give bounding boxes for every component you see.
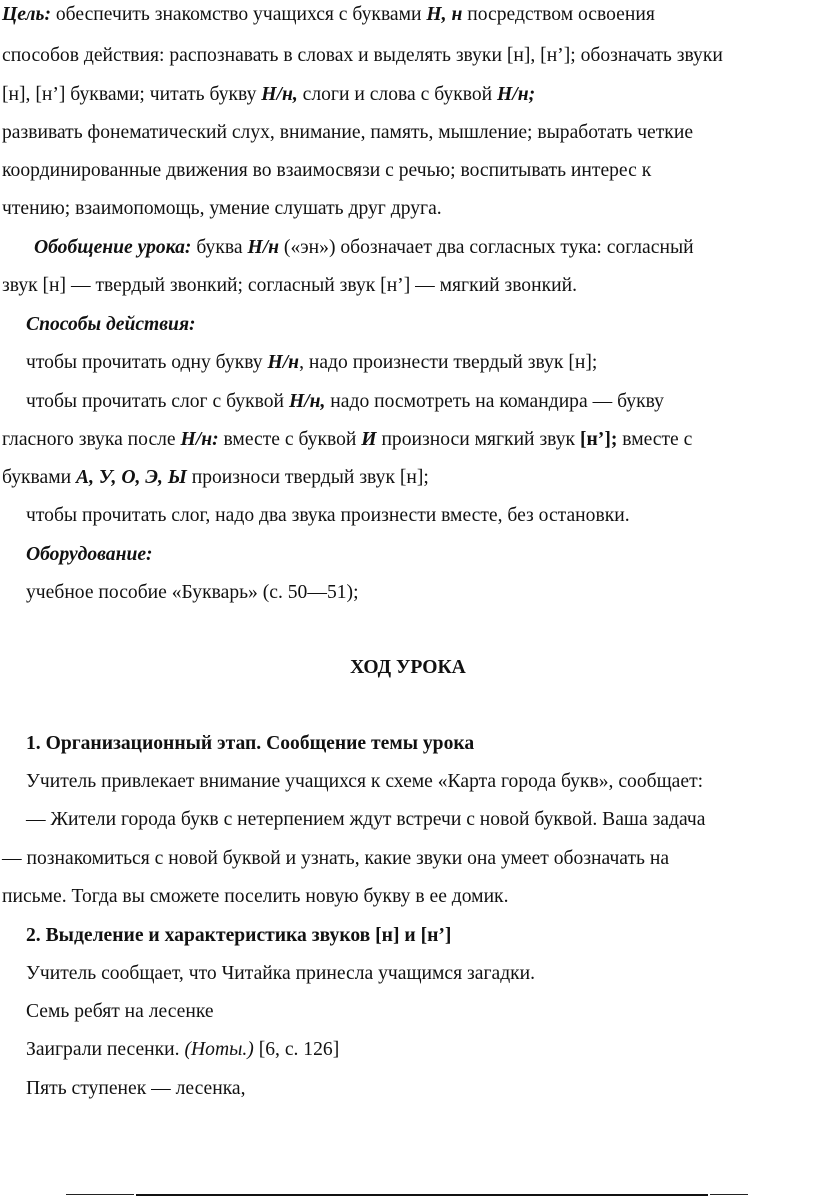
goal-text: [н], [н’] буквами; читать букву [2, 84, 262, 105]
method-5: чтобы прочитать слог, надо два звука произнести вместе, без остановки. [26, 505, 630, 526]
summary-text: буква [191, 237, 248, 258]
method-text: буквами [2, 467, 77, 488]
section2-line-1: Учитель сообщает, что Читайка принесла учащимся загадки. [26, 963, 536, 984]
method-text: вместе с буквой [218, 429, 362, 450]
goal-line-6: чтению; взаимопомощь, умение слушать друг друга. [2, 198, 442, 219]
method-2 [2, 384, 808, 421]
letter-emphasis: Н/н: [180, 429, 219, 450]
sound-emphasis: [н’]; [579, 429, 618, 450]
method-text: чтобы прочитать слог с буквой [26, 391, 289, 412]
footer-rule-main [136, 1194, 708, 1196]
goal-text: слоги и слова с буквой [297, 84, 498, 105]
footer-rule-right [710, 1194, 748, 1195]
section1-title: 1. Организационный этап. Сообщение темы урока [26, 733, 475, 754]
section2-line-4: Пять ступенек — лесенка, [26, 1078, 246, 1099]
method-4 [2, 460, 808, 497]
goal-line-5: координированные движения во взаимосвязи с речью; воспитывать интерес к [2, 160, 652, 181]
lesson-heading: ХОД УРОКА [350, 657, 466, 678]
section1-line-1: Учитель привлекает внимание учащихся к схеме «Карта города букв», сообщает: [26, 771, 704, 792]
goal-line-4: развивать фонематический слух, внимание, память, мышление; выработать четкие [2, 122, 694, 143]
goal-line-2: способов действия: распознавать в словах и выделять звуки [н], [н’]; обозначать звуки [2, 45, 723, 66]
method-3 [2, 422, 808, 459]
method-text: , надо произнести твердый звук [н]; [299, 352, 598, 373]
letter-emphasis: Н, н [426, 4, 463, 25]
methods-heading: Способы действия: [26, 314, 196, 335]
section2-line-3 [2, 1032, 808, 1069]
riddle-answer: (Ноты.) [184, 1039, 254, 1060]
letter-emphasis: Н/н, [261, 84, 298, 105]
goal-text: посредством освоения [462, 4, 655, 25]
letter-emphasis: А, У, О, Э, Ы [76, 467, 187, 488]
section2-line-2: Семь ребят на лесенке [26, 1001, 214, 1022]
letter-emphasis: Н/н, [288, 391, 326, 412]
footer-rule-left [66, 1194, 134, 1195]
section1-line-3: — познакомиться с новой буквой и узнать, какие звуки она умеет обозначать на [2, 848, 670, 869]
method-text: произноси мягкий звук [376, 429, 580, 450]
section2-title: 2. Выделение и характеристика звуков [н] и [н’] [26, 925, 452, 946]
letter-emphasis: И [361, 429, 377, 450]
goal-line-1 [2, 0, 808, 34]
riddle-text: Заиграли песенки. [26, 1039, 185, 1060]
goal-line-3 [2, 77, 808, 114]
equipment-heading: Оборудование: [26, 544, 153, 565]
method-text: произноси твердый звук [н]; [186, 467, 429, 488]
summary-line-2: звук [н] — твердый звонкий; согласный звук [н’] — мягкий звонкий. [2, 275, 577, 296]
letter-emphasis: Н/н [267, 352, 300, 373]
goal-label: Цель: [2, 4, 51, 25]
section1-line-2: — Жители города букв с нетерпением ждут встречи с новой буквой. Ваша задача [26, 809, 706, 830]
method-text: чтобы прочитать одну букву [26, 352, 268, 373]
summary-line-1 [2, 230, 808, 267]
summary-label: Обобщение урока: [34, 237, 192, 258]
method-1 [2, 345, 808, 382]
letter-emphasis: Н/н; [497, 84, 536, 105]
method-text: надо посмотреть на командира — букву [325, 391, 664, 412]
goal-text: обеспечить знакомство учащихся с буквами [50, 4, 427, 25]
equipment-line: учебное пособие «Букварь» (с. 50—51); [26, 582, 359, 603]
section1-line-4: письме. Тогда вы сможете поселить новую букву в ее домик. [2, 886, 509, 907]
method-text: вместе с [617, 429, 693, 450]
method-text: гласного звука после [2, 429, 181, 450]
reference: [6, с. 126] [253, 1039, 340, 1060]
summary-text: («эн») обозначает два согласных тука: согласный [279, 237, 694, 258]
letter-emphasis: Н/н [247, 237, 280, 258]
